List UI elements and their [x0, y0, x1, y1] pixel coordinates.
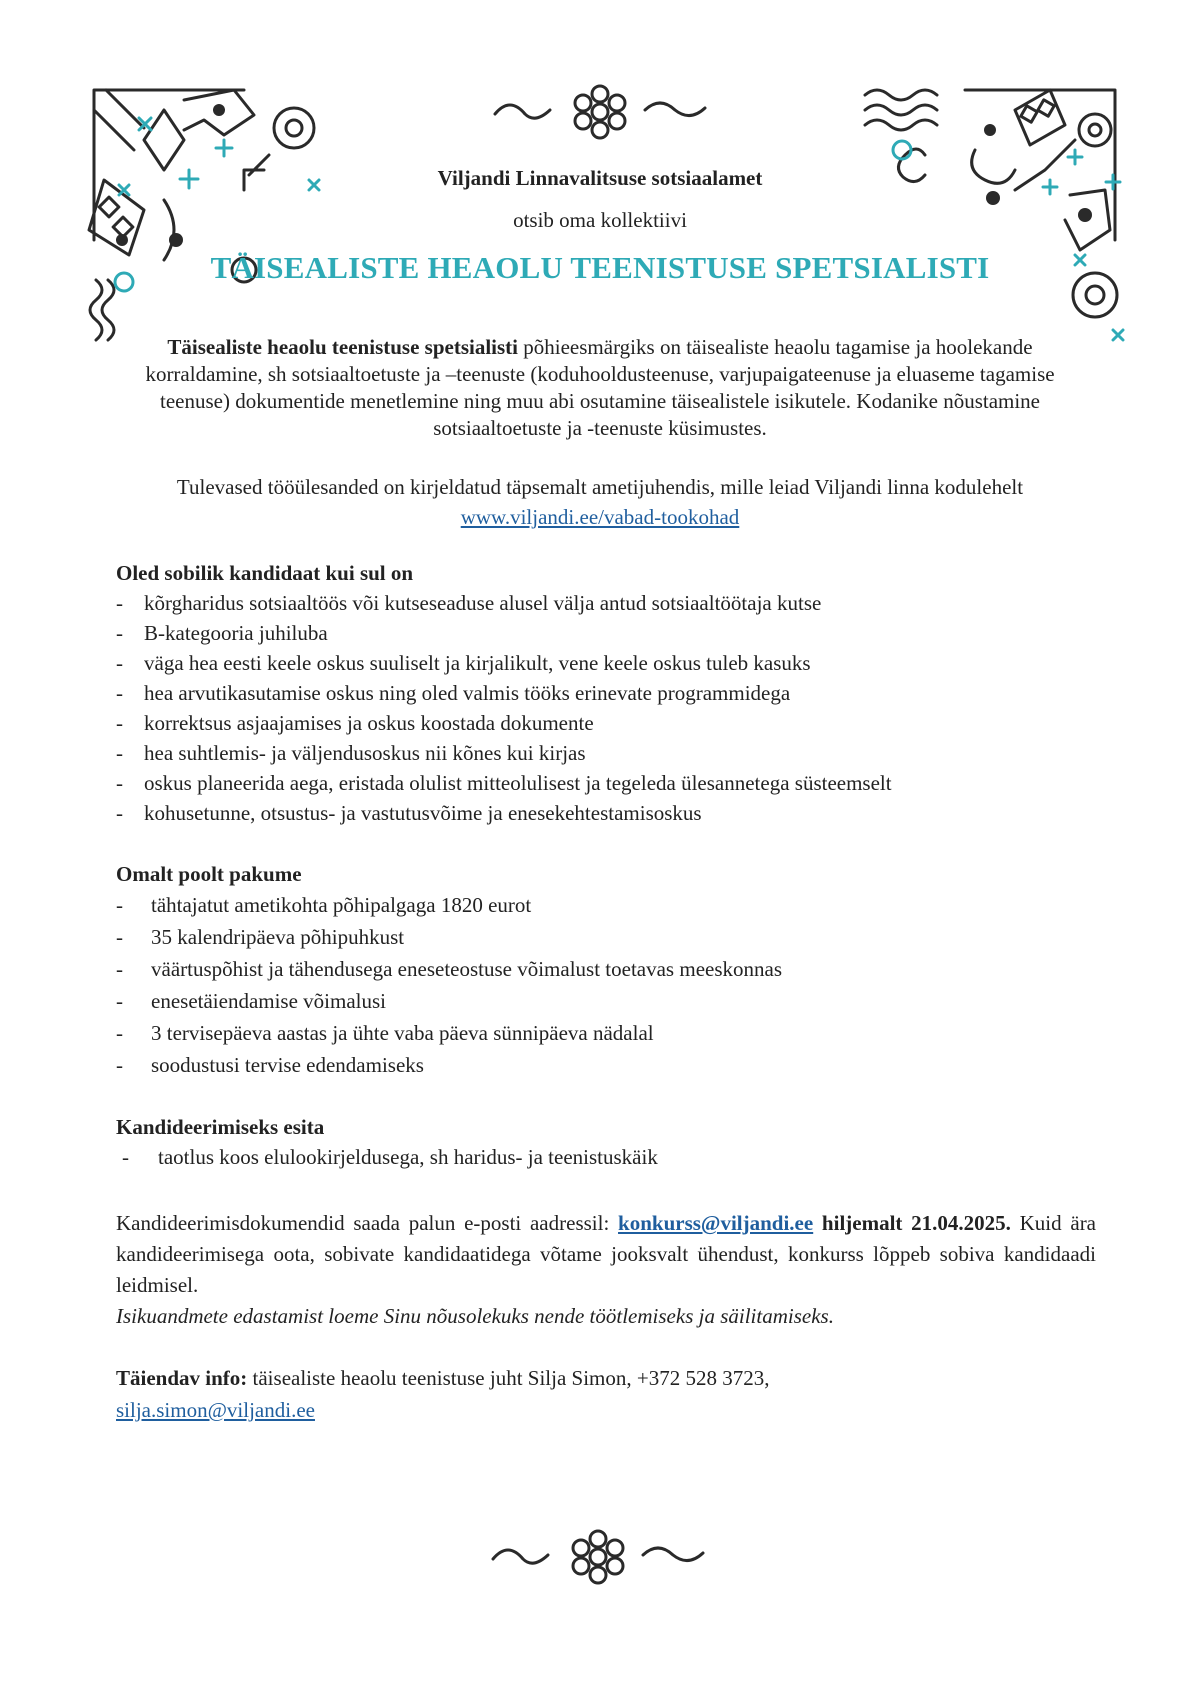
job-title: TÄISEALISTE HEAOLU TEENISTUSE SPETSIALISTI: [210, 250, 990, 285]
vacancies-link[interactable]: www.viljandi.ee/vabad-tookohad: [460, 505, 740, 529]
list-item: - väga hea eesti keele oskus suuliselt ja kirjalikult, vene keele oskus tuleb kasuks: [116, 651, 811, 675]
list-item: - tähtajatut ametikohta põhipalgaga 1820 eurot: [116, 893, 532, 917]
requirements-list: [116, 588, 1096, 828]
privacy-note: Isikuandmete edastamist loeme Sinu nõusolekuks nende töötlemiseks ja säilitamiseks.: [116, 1304, 834, 1328]
apply-list: [116, 1142, 1096, 1172]
offer-section: [116, 859, 1096, 1081]
organization-name: Viljandi Linnavalitsuse sotsiaalamet: [437, 166, 763, 190]
list-item: - kohusetunne, otsustus- ja vastutusvõime ja enesekehtestamisoskus: [116, 801, 702, 825]
intro-paragraph: [120, 334, 1080, 442]
contact-text: täisealiste heaolu teenistuse juht Silja Simon, +372 528 3723,: [247, 1366, 770, 1390]
offer-heading: Omalt poolt pakume: [116, 862, 302, 886]
contact-label: Täiendav info:: [116, 1366, 248, 1390]
requirements-heading: Oled sobilik kandidaat kui sul on: [116, 561, 414, 585]
list-item: - B-kategooria juhiluba: [116, 621, 328, 645]
offer-list: [116, 889, 1096, 1081]
contact-email-link[interactable]: silja.simon@viljandi.ee: [116, 1398, 315, 1422]
apply-section: [116, 1112, 1096, 1172]
apply-heading: Kandideerimiseks esita: [116, 1115, 325, 1139]
list-item: - 35 kalendripäeva põhipuhkust: [116, 925, 405, 949]
duties-text: Tulevased tööülesanded on kirjeldatud täpsemalt ametijuhendis, mille leiad Viljandi linna kodulehelt: [176, 475, 1024, 499]
list-item: - enesetäiendamise võimalusi: [116, 989, 387, 1013]
list-item: - 3 tervisepäeva aastas ja ühte vaba päeva sünnipäeva nädalal: [116, 1021, 654, 1045]
intro-lead: Täisealiste heaolu teenistuse spetsialisti: [167, 335, 519, 359]
list-item: - kõrgharidus sotsiaaltöös või kutseseaduse alusel välja antud sotsiaaltöötaja kutse: [116, 591, 822, 615]
list-item: - korrektsus asjaajamises ja oskus koostada dokumente: [116, 711, 594, 735]
top-center-ornament: [490, 82, 710, 142]
intro-text: põhieesmärgiks on täisealiste heaolu tagamise ja hoolekande korraldamine, sh sotsiaaltoetuste ja –teenuste (koduhooldusteenuse, varjupaigateenuse ja eluaseme tagamise teenuse) dokumentide menetlemine ning muu abi osutamine täisealistele isikutele. Kodanike nõustamine sotsiaaltoetuste ja -teenuste küsimustes.: [145, 335, 1055, 440]
list-item: - oskus planeerida aega, eristada olulist mitteolulisest ja tegeleda ülesannetega süsteemselt: [116, 771, 892, 795]
list-item: - soodustusi tervise edendamiseks: [116, 1053, 424, 1077]
list-item: - hea arvutikasutamise oskus ning oled valmis tööks erinevate programmidega: [116, 681, 791, 705]
submission-text: Kandideerimisdokumendid saada palun e-posti aadressil:: [116, 1211, 619, 1235]
submission-paragraph: [116, 1208, 1096, 1332]
list-item: - hea suhtlemis- ja väljendusoskus nii kõnes kui kirjas: [116, 741, 586, 765]
deadline-text: hiljemalt 21.04.2025.: [813, 1211, 1011, 1235]
seeks-line: otsib oma kollektiivi: [513, 208, 687, 232]
bottom-center-ornament: [488, 1527, 708, 1587]
requirements-section: [116, 558, 1096, 828]
application-email-link[interactable]: konkurss@viljandi.ee: [618, 1211, 814, 1235]
duties-paragraph: [150, 472, 1050, 532]
submission-note: Kuid ära kandideerimisega oota, sobivate kandidaatidega võtame jooksvalt ühendust, konkurss lõppeb sobiva kandidaadi leidmisel.: [116, 1211, 1097, 1297]
list-item: - taotlus koos elulookirjeldusega, sh haridus- ja teenistuskäik: [122, 1145, 658, 1169]
list-item: - väärtuspõhist ja tähendusega eneseteostuse võimalust toetavas meeskonnas: [116, 957, 782, 981]
contact-paragraph: [116, 1362, 1096, 1426]
